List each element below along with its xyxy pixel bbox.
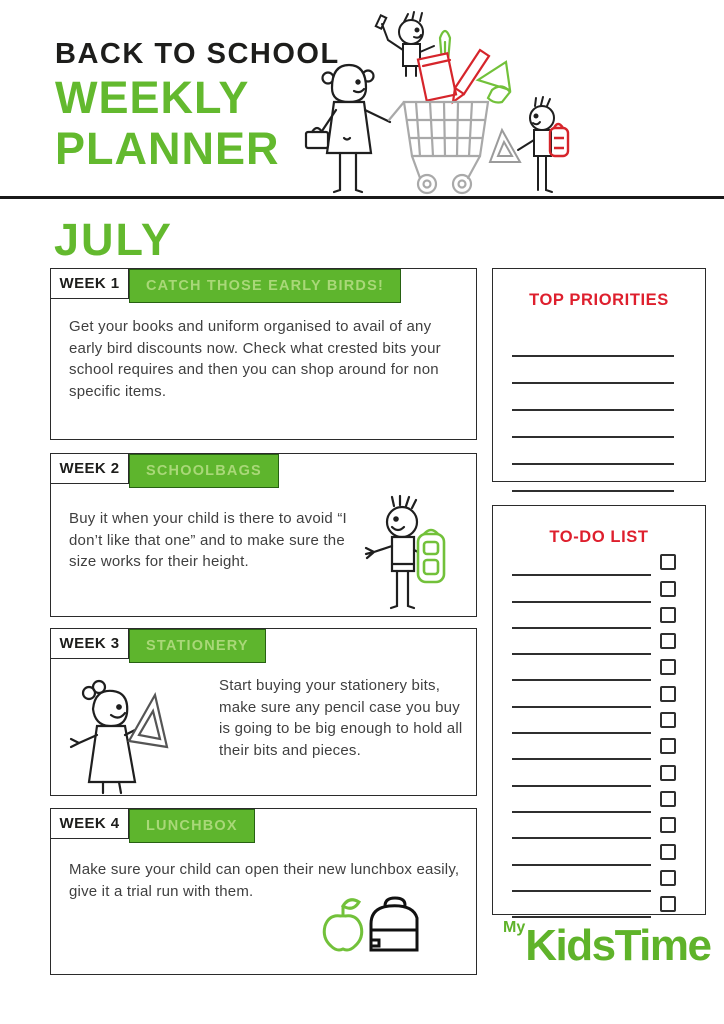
todo-row <box>493 682 705 708</box>
week4-card <box>50 808 477 975</box>
week2-card <box>50 453 477 617</box>
todo-line <box>512 811 651 813</box>
todo-row <box>493 867 705 893</box>
todo-line <box>512 601 651 603</box>
todo-checkbox[interactable] <box>660 738 676 754</box>
top-priorities-panel <box>492 268 706 482</box>
week4-banner: LUNCHBOX <box>129 809 255 843</box>
lunchbox-illustration <box>319 894 431 956</box>
lunchbox-icon <box>371 898 417 950</box>
green-backpack-icon <box>418 530 444 582</box>
priority-line <box>512 330 674 357</box>
priority-line <box>512 411 674 438</box>
todo-line <box>512 574 651 576</box>
title-weekly: WEEKLY <box>55 72 250 123</box>
todo-checkbox[interactable] <box>660 607 676 623</box>
week1-banner: CATCH THOSE EARLY BIRDS! <box>129 269 401 303</box>
todo-line <box>512 864 651 866</box>
title-back-to-school: BACK TO SCHOOL <box>55 38 340 70</box>
todo-line <box>512 627 651 629</box>
todo-line <box>512 837 651 839</box>
week2-banner: SCHOOLBAGS <box>129 454 279 488</box>
todo-row <box>493 656 705 682</box>
title-planner: PLANNER <box>55 123 280 174</box>
todo-checkbox[interactable] <box>660 686 676 702</box>
red-backpack-icon <box>550 124 568 156</box>
todo-checkbox[interactable] <box>660 659 676 675</box>
todo-checkbox[interactable] <box>660 712 676 728</box>
todo-line <box>512 732 651 734</box>
todo-checkbox[interactable] <box>660 554 676 570</box>
school-supplies-icons <box>418 31 510 103</box>
todo-list-title: TO-DO LIST <box>549 528 649 546</box>
shopping-cart-illustration <box>292 10 592 198</box>
todo-rows <box>493 551 705 919</box>
todo-line <box>512 916 651 918</box>
stationery-girl-illustration <box>63 677 193 795</box>
todo-row <box>493 735 705 761</box>
todo-row <box>493 840 705 866</box>
todo-row <box>493 893 705 919</box>
priorities-lines <box>493 330 705 492</box>
todo-checkbox[interactable] <box>660 633 676 649</box>
todo-row <box>493 577 705 603</box>
schoolbag-kid-illustration <box>356 494 466 614</box>
todo-row <box>493 709 705 735</box>
todo-row <box>493 630 705 656</box>
header-divider <box>0 196 724 199</box>
todo-list-panel <box>492 505 706 915</box>
apple-icon <box>324 900 362 950</box>
todo-row <box>493 788 705 814</box>
todo-checkbox[interactable] <box>660 817 676 833</box>
todo-row <box>493 604 705 630</box>
week3-banner: STATIONERY <box>129 629 266 663</box>
week4-text: Make sure your child can open their new lunchbox easily, give it a trial run with them. <box>69 861 460 900</box>
todo-row <box>493 761 705 787</box>
todo-checkbox[interactable] <box>660 896 676 912</box>
week3-card <box>50 628 477 796</box>
todo-checkbox[interactable] <box>660 765 676 781</box>
todo-row <box>493 551 705 577</box>
week2-text: Buy it when your child is there to avoid “I don’t like that one” and to make sure the size works for their height. <box>69 510 347 570</box>
shopping-cart-icon <box>389 102 488 193</box>
todo-line <box>512 653 651 655</box>
logo-prefix: My <box>503 919 526 936</box>
logo-name: KidsTime <box>525 921 711 970</box>
week1-text: Get your books and uniform organised to avail of any early bird discounts now. Check what crested bits your school requires and then you can shop around for non specific items. <box>69 318 441 400</box>
week3-label: WEEK 3 <box>51 629 129 659</box>
top-priorities-title: TOP PRIORITIES <box>529 291 669 309</box>
week4-label: WEEK 4 <box>51 809 129 839</box>
priority-line <box>512 438 674 465</box>
todo-line <box>512 706 651 708</box>
priority-line <box>512 357 674 384</box>
todo-line <box>512 758 651 760</box>
todo-checkbox[interactable] <box>660 844 676 860</box>
todo-checkbox[interactable] <box>660 870 676 886</box>
todo-line <box>512 890 651 892</box>
set-square-icon <box>129 695 167 747</box>
priority-line <box>512 465 674 492</box>
month-heading: JULY <box>54 214 173 265</box>
todo-row <box>493 814 705 840</box>
priority-line <box>512 384 674 411</box>
week2-label: WEEK 2 <box>51 454 129 484</box>
child-with-backpack-figure <box>518 97 554 192</box>
todo-checkbox[interactable] <box>660 581 676 597</box>
week1-label: WEEK 1 <box>51 269 129 299</box>
mother-figure <box>306 65 390 192</box>
set-square-icon <box>490 130 520 162</box>
todo-line <box>512 785 651 787</box>
todo-line <box>512 679 651 681</box>
todo-checkbox[interactable] <box>660 791 676 807</box>
mykidstime-logo <box>503 920 710 968</box>
week3-text: Start buying your stationery bits, make sure any pencil case you buy is going to be big enough to hold all their bits and pieces. <box>219 677 463 759</box>
week1-card <box>50 268 477 440</box>
